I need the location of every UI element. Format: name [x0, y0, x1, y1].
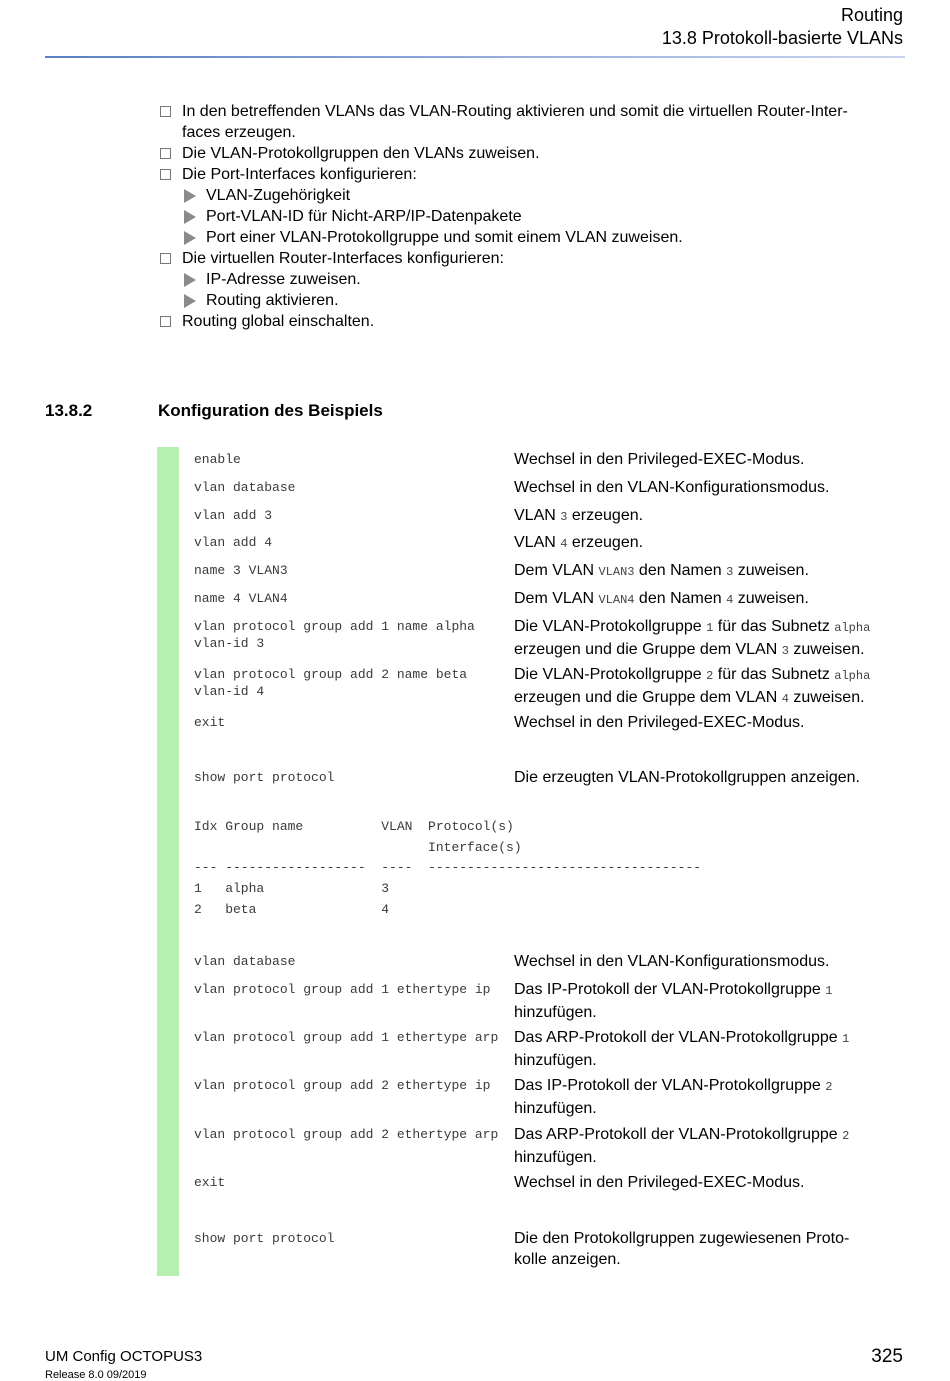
command-text: vlan add 4: [194, 535, 273, 550]
page-number: 325: [871, 1346, 903, 1367]
output-header-line: Idx Group name VLAN Protocol(s): [194, 819, 514, 834]
command-text: name 4 VLAN4: [194, 591, 288, 606]
step-item: Die virtuellen Router-Interfaces konfigurieren:: [158, 248, 908, 269]
step-item: In den betreffenden VLANs das VLAN-Routing aktivieren und somit die virtuellen Router-Inter-: [158, 101, 908, 122]
command-text: vlan protocol group add 2 ethertype arp: [194, 1127, 499, 1142]
command-description: Das ARP-Protokoll der VLAN-Protokollgruppe 2 hinzufügen.: [514, 1126, 850, 1166]
command-description: Die VLAN-Protokollgruppe 1 für das Subnetz alpha erzeugen und die Gruppe dem VLAN 3 zuweisen.: [514, 618, 871, 658]
footer-release: Release 8.0 09/2019: [45, 1369, 147, 1381]
command-text: enable: [194, 452, 241, 467]
command-description: Wechsel in den VLAN-Konfigurationsmodus.: [514, 479, 830, 496]
section-heading: Konfiguration des Beispiels: [158, 401, 383, 420]
command-description: Wechsel in den Privileged-EXEC-Modus.: [514, 1174, 805, 1191]
triangle-bullet-icon: [184, 294, 196, 308]
triangle-bullet-icon: [184, 189, 196, 203]
command-description: Das IP-Protokoll der VLAN-Protokollgruppe 1 hinzufügen.: [514, 981, 833, 1021]
command-description: Wechsel in den Privileged-EXEC-Modus.: [514, 714, 805, 731]
step-item: Die Port-Interfaces konfigurieren:: [158, 164, 908, 185]
step-list: [158, 101, 908, 332]
footer-manual-title: UM Config OCTOPUS3: [45, 1348, 203, 1365]
triangle-bullet-icon: [184, 210, 196, 224]
command-text: show port protocol: [194, 1231, 335, 1246]
command-text: vlan protocol group add 1 ethertype ip: [194, 982, 491, 997]
step-item: Die VLAN-Protokollgruppen den VLANs zuweisen.: [158, 143, 908, 164]
sub-step-item: Routing aktivieren.: [158, 290, 908, 311]
page-header: [662, 4, 903, 50]
command-text: show port protocol: [194, 770, 335, 785]
command-description: Die erzeugten VLAN-Protokollgruppen anzeigen.: [514, 769, 860, 786]
command-text: vlan protocol group add 2 ethertype ip: [194, 1078, 491, 1093]
command-text: vlan database: [194, 480, 296, 495]
command-text: vlan protocol group add 2 name beta vlan-id 4: [194, 667, 468, 699]
command-text: exit: [194, 715, 226, 730]
checkbox-icon: [160, 169, 171, 180]
sub-step-item: Port einer VLAN-Protokollgruppe und somit einem VLAN zuweisen.: [158, 227, 908, 248]
checkbox-icon: [160, 253, 171, 264]
output-header-line: Interface(s): [194, 840, 522, 855]
sub-step-item: Port-VLAN-ID für Nicht-ARP/IP-Datenpakete: [158, 206, 908, 227]
triangle-bullet-icon: [184, 231, 196, 245]
output-row: 1 alpha 3: [194, 881, 390, 896]
section-title: 13.8 Protokoll-basierte VLANs: [661, 28, 903, 48]
output-separator-line: --- ------------------ ---- -----------------------------------: [194, 860, 702, 875]
command-text: exit: [194, 1175, 226, 1190]
triangle-bullet-icon: [184, 273, 196, 287]
command-description: Wechsel in den Privileged-EXEC-Modus.: [514, 451, 805, 468]
step-item: Routing global einschalten.: [158, 311, 908, 332]
command-description: Wechsel in den VLAN-Konfigurationsmodus.: [514, 953, 830, 970]
command-description: VLAN 4 erzeugen.: [514, 534, 644, 551]
sub-step-item: VLAN-Zugehörigkeit: [158, 185, 908, 206]
command-text: vlan protocol group add 1 name alpha vlan-id 3: [194, 619, 475, 651]
command-description: Das ARP-Protokoll der VLAN-Protokollgruppe 1 hinzufügen.: [514, 1029, 850, 1069]
command-text: vlan database: [194, 954, 296, 969]
checkbox-icon: [160, 106, 171, 117]
command-text: vlan protocol group add 1 ethertype arp: [194, 1030, 499, 1045]
command-description: VLAN 3 erzeugen.: [514, 507, 644, 524]
command-description: Dem VLAN VLAN4 den Namen 4 zuweisen.: [514, 590, 809, 607]
command-description: Das IP-Protokoll der VLAN-Protokollgruppe 2 hinzufügen.: [514, 1077, 833, 1117]
checkbox-icon: [160, 148, 171, 159]
sub-step-item: IP-Adresse zuweisen.: [158, 269, 908, 290]
command-description: Die den Protokollgruppen zugewiesenen Proto- kolle anzeigen.: [514, 1230, 850, 1268]
command-text: name 3 VLAN3: [194, 563, 288, 578]
chapter-title: Routing: [840, 5, 903, 25]
output-row: 2 beta 4: [194, 902, 390, 917]
code-block-bar: [157, 447, 179, 1276]
checkbox-icon: [160, 316, 171, 327]
header-rule: [45, 56, 905, 58]
command-description: Die VLAN-Protokollgruppe 2 für das Subnetz alpha erzeugen und die Gruppe dem VLAN 4 zuweisen.: [514, 666, 871, 706]
step-item-continuation: faces erzeugen.: [182, 124, 296, 141]
section-number: 13.8.2: [45, 401, 93, 420]
command-description: Dem VLAN VLAN3 den Namen 3 zuweisen.: [514, 562, 809, 579]
command-text: vlan add 3: [194, 508, 273, 523]
